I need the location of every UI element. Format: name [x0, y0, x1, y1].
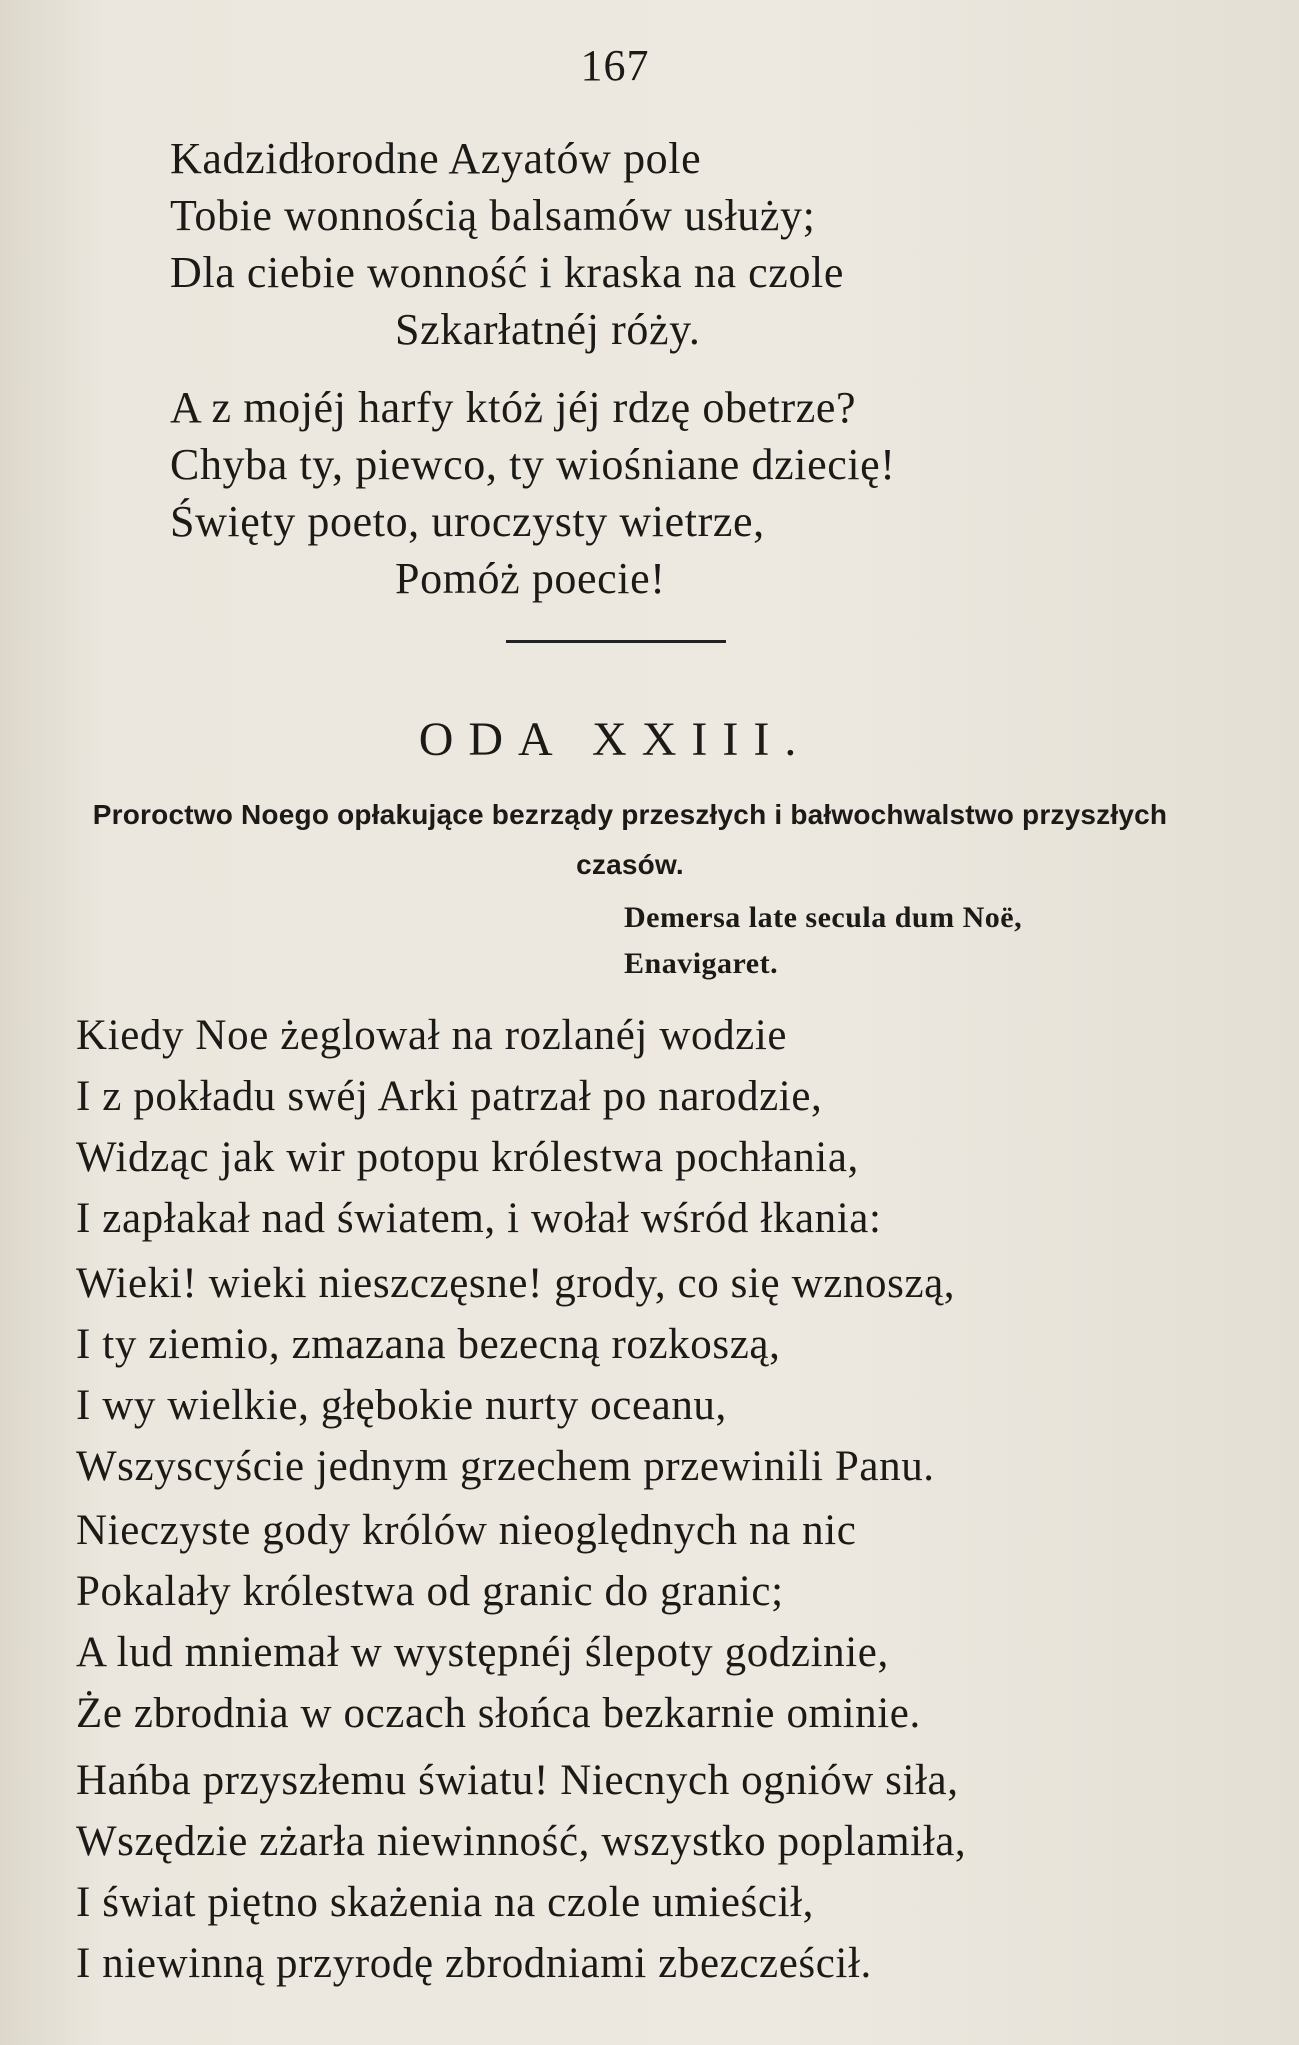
section-divider [506, 640, 726, 643]
verse-line: Hańba przyszłemu światu! Niecnych ogniów siła, [76, 1757, 959, 1804]
verse-line: I zapłakał nad światem, i wołał wśród łkania: [76, 1195, 882, 1242]
verse-line: Pokalały królestwa od granic do granic; [76, 1568, 784, 1615]
ode-stanza-3 [76, 1500, 921, 1744]
verse-line: I z pokładu swéj Arki patrzał po narodzie, [76, 1073, 823, 1120]
verse-line: Widząc jak wir potopu królestwa pochłania, [76, 1134, 859, 1181]
verse-line: Wieki! wieki nieszczęsne! grody, co się wznoszą, [76, 1260, 956, 1307]
epigraph [624, 895, 1022, 987]
stanza-top-2 [170, 379, 896, 607]
verse-line: Tobie wonnością balsamów usłuży; [170, 191, 816, 240]
verse-line: Kiedy Noe żeglował na rozlanéj wodzie [76, 1012, 788, 1059]
epigraph-line: Demersa late secula dum Noë, [624, 901, 1023, 934]
verse-line: I ty ziemio, zmazana bezecną rozkoszą, [76, 1321, 781, 1368]
verse-line: Nieczyste gody królów nieoględnych na nic [76, 1507, 857, 1554]
ode-title: ODA XXIII. [418, 713, 812, 766]
verse-line: A lud mniemał w występnéj ślepoty godzinie, [76, 1629, 889, 1676]
verse-line: Wszyscyście jednym grzechem przewinili Panu. [76, 1443, 935, 1490]
verse-line: Wszędzie zżarła niewinność, wszystko poplamiła, [76, 1818, 967, 1865]
ode-stanza-1 [76, 1005, 882, 1249]
verse-line: Dla ciebie wonność i kraska na czole [170, 248, 844, 297]
verse-line: A z mojéj harfy któż jéj rdzę obetrze? [170, 383, 857, 432]
verse-line: Święty poeto, uroczysty wietrze, [170, 497, 765, 546]
verse-line-indented: Szkarłatnéj róży. [395, 305, 701, 354]
verse-line: I niewinną przyrodę zbrodniami zbezcześcił. [76, 1940, 872, 1987]
ode-subtitle: Proroctwo Noego opłakujące bezrządy przeszłych i bałwochwalstwo przyszłych czasów. [92, 799, 1168, 880]
epigraph-line: Enavigaret. [624, 947, 779, 980]
verse-line: Chyba ty, piewco, ty wiośniane dziecię! [170, 440, 896, 489]
verse-line: I świat piętno skażenia na czole umieścił, [76, 1879, 815, 1926]
stanza-top-1 [170, 130, 844, 358]
verse-line: Że zbrodnia w oczach słońca bezkarnie ominie. [76, 1690, 921, 1737]
verse-line: Kadzidłorodne Azyatów pole [170, 134, 702, 183]
verse-line-indented: Pomóż poecie! [395, 554, 666, 603]
verse-line: I wy wielkie, głębokie nurty oceanu, [76, 1382, 727, 1429]
page-number: 167 [580, 41, 650, 90]
ode-stanza-2 [76, 1253, 955, 1497]
ode-stanza-4 [76, 1750, 966, 1994]
